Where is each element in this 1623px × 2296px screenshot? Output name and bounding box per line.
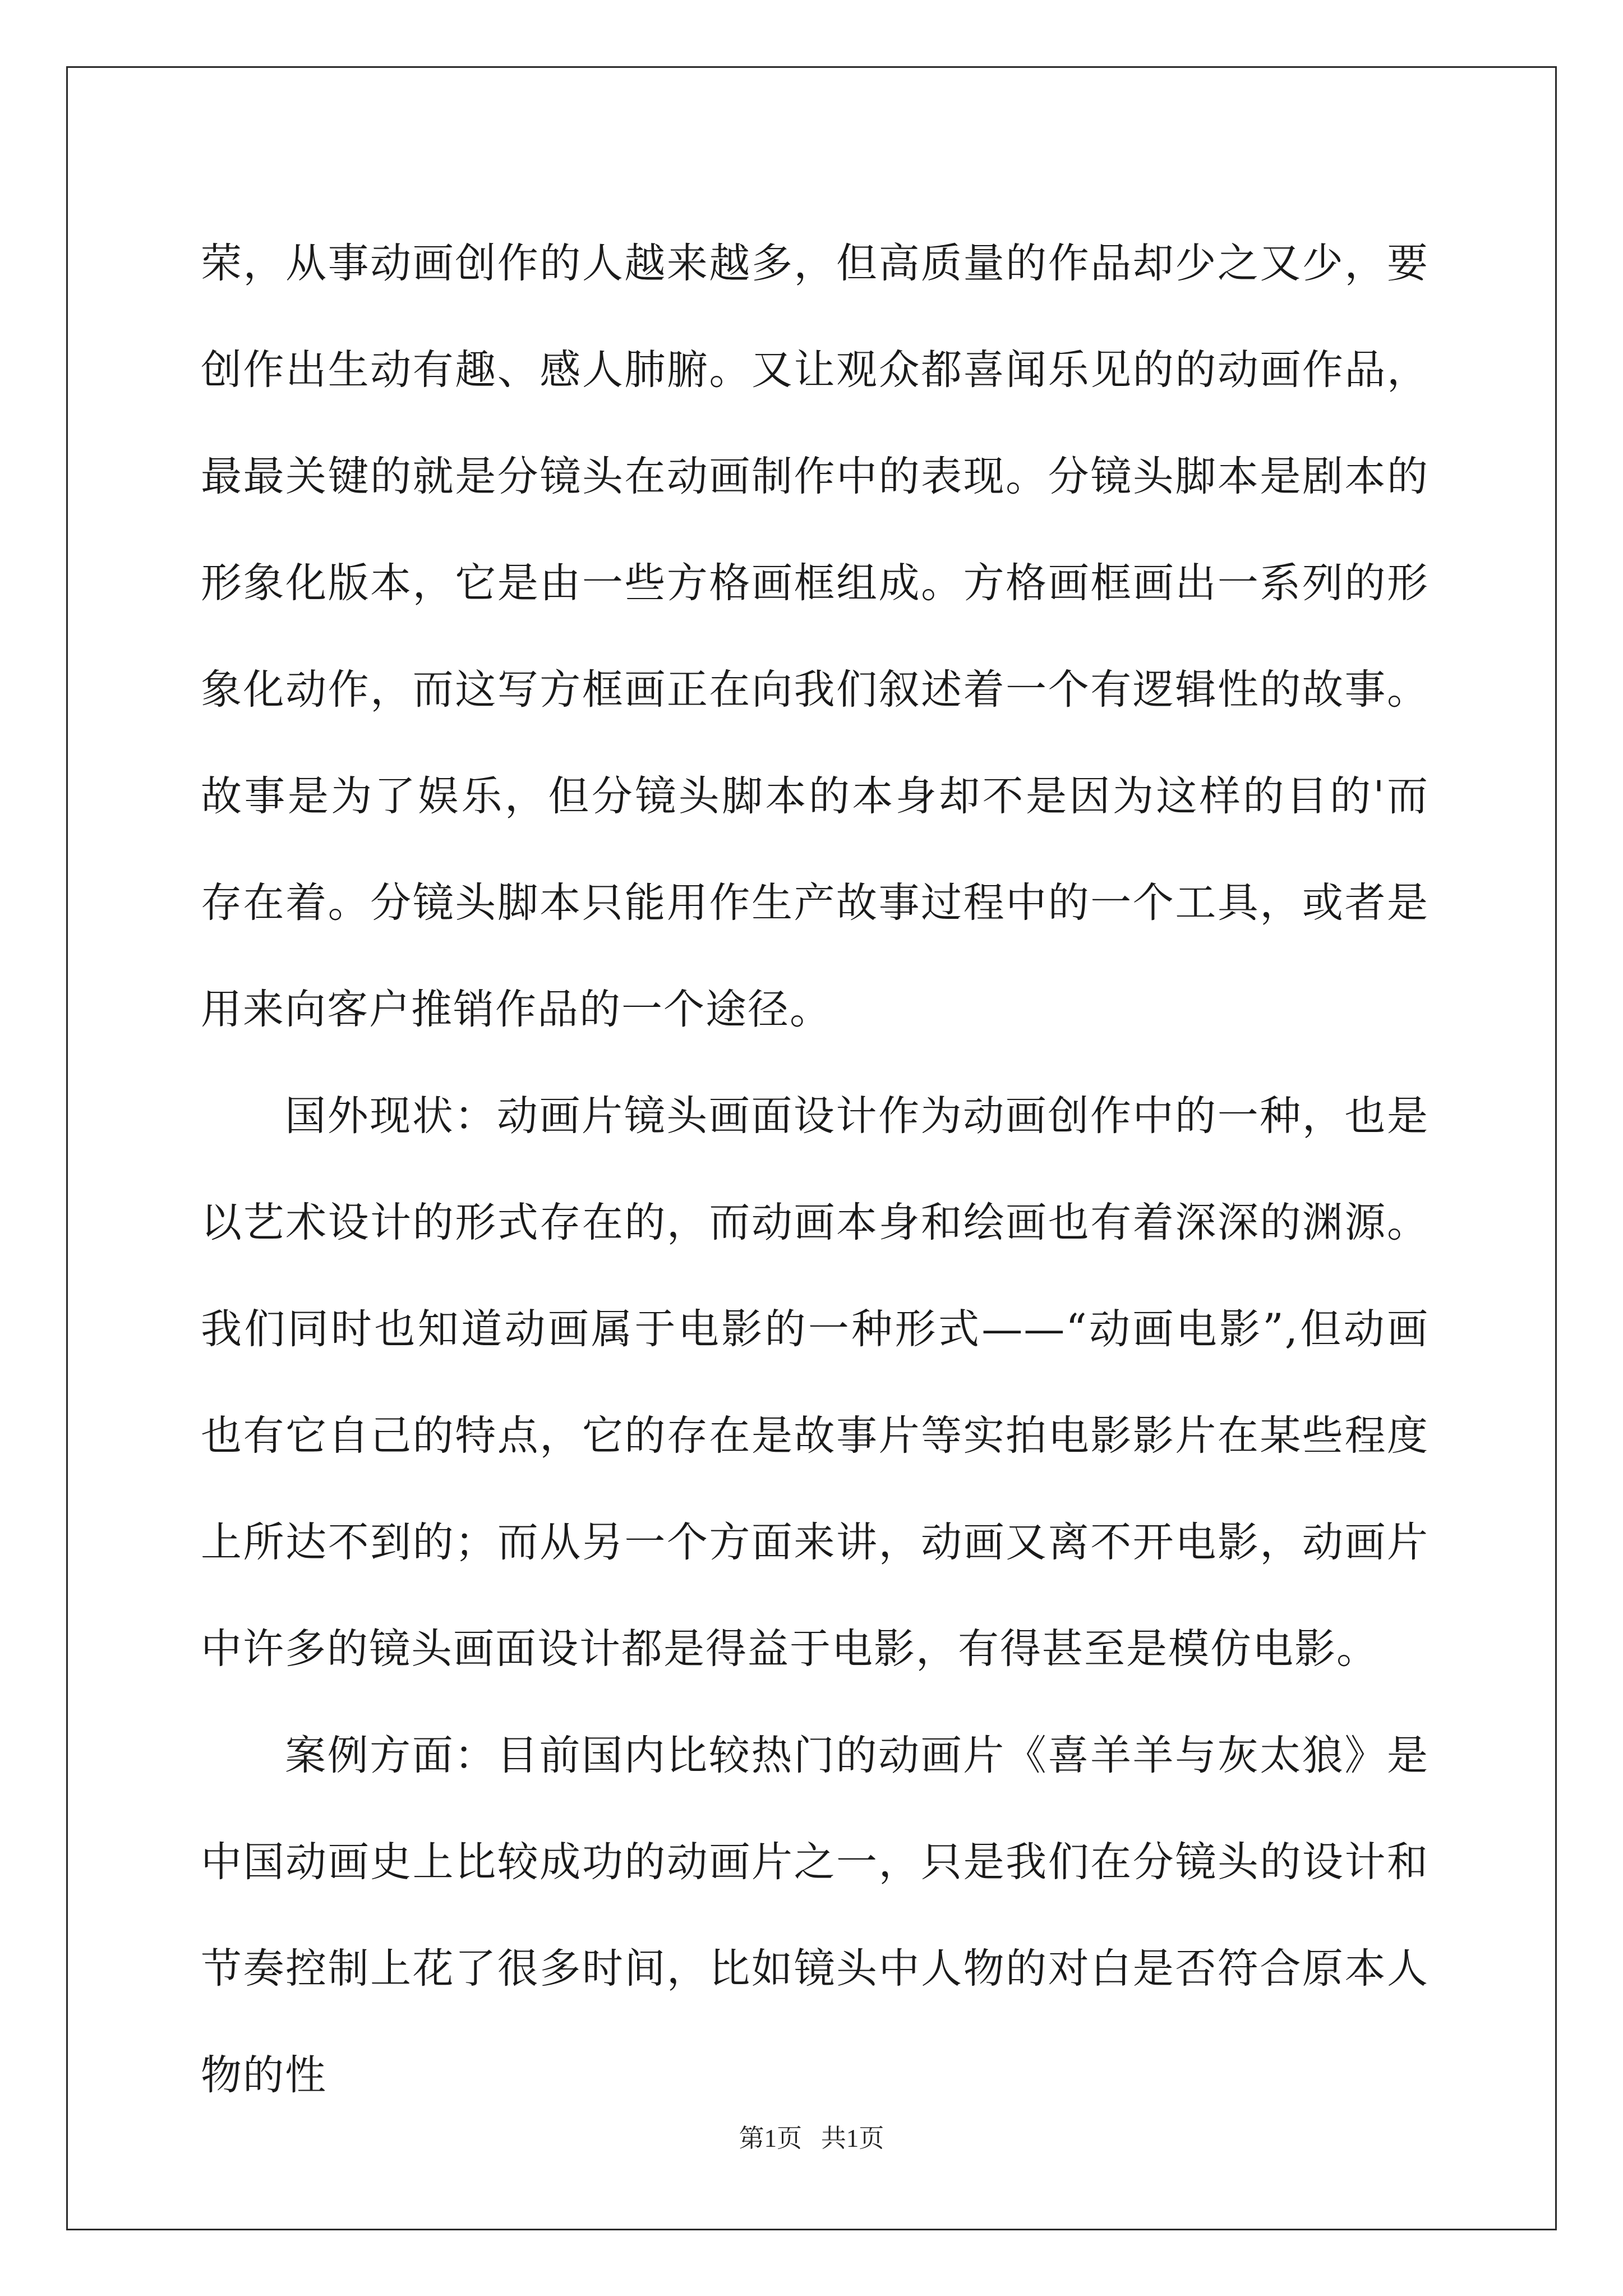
page-footer: 第1页 共1页 (739, 2124, 884, 2152)
paragraph-3: 案例方面：目前国内比较热门的动画片《喜羊羊与灰太狼》是中国动画史上比较成功的动画片之一，只是我们在分镜头的设计和节奏控制上花了很多时间，比如镜头中人物的对白是否符合原本人物的性 (201, 1732, 1429, 2099)
paragraph-2: 国外现状：动画片镜头画面设计作为动画创作中的一种，也是以艺术设计的形式存在的，而动画本身和绘画也有着深深的渊源。我们同时也知道动画属于电影的一种形式——“动画电影”,但动画也有它自己的特点，它的存在是故事片等实拍电影影片在某些程度上所达不到的；而从另一个方面来讲，动画又离不开电影，动画片中许多的镜头画面设计都是得益于电影，有得甚至是模仿电影。 (201, 1092, 1429, 1673)
paragraph-1: 荣，从事动画创作的人越来越多，但高质量的作品却少之又少，要创作出生动有趣、感人肺腑。又让观众都喜闻乐见的的动画作品，最最关键的就是分镜头在动画制作中的表现。分镜头脚本是剧本的形象化版本，它是由一些方格画框组成。方格画框画出一系列的形象化动作，而这写方框画正在向我们叙述着一个有逻辑性的故事。故事是为了娱乐，但分镜头脚本的本身却不是因为这样的目的'而存在着。分镜头脚本只能用作生产故事过程中的一个工具，或者是用来向客户推销作品的一个途径。 (201, 240, 1429, 1033)
document-body (201, 210, 1429, 2129)
